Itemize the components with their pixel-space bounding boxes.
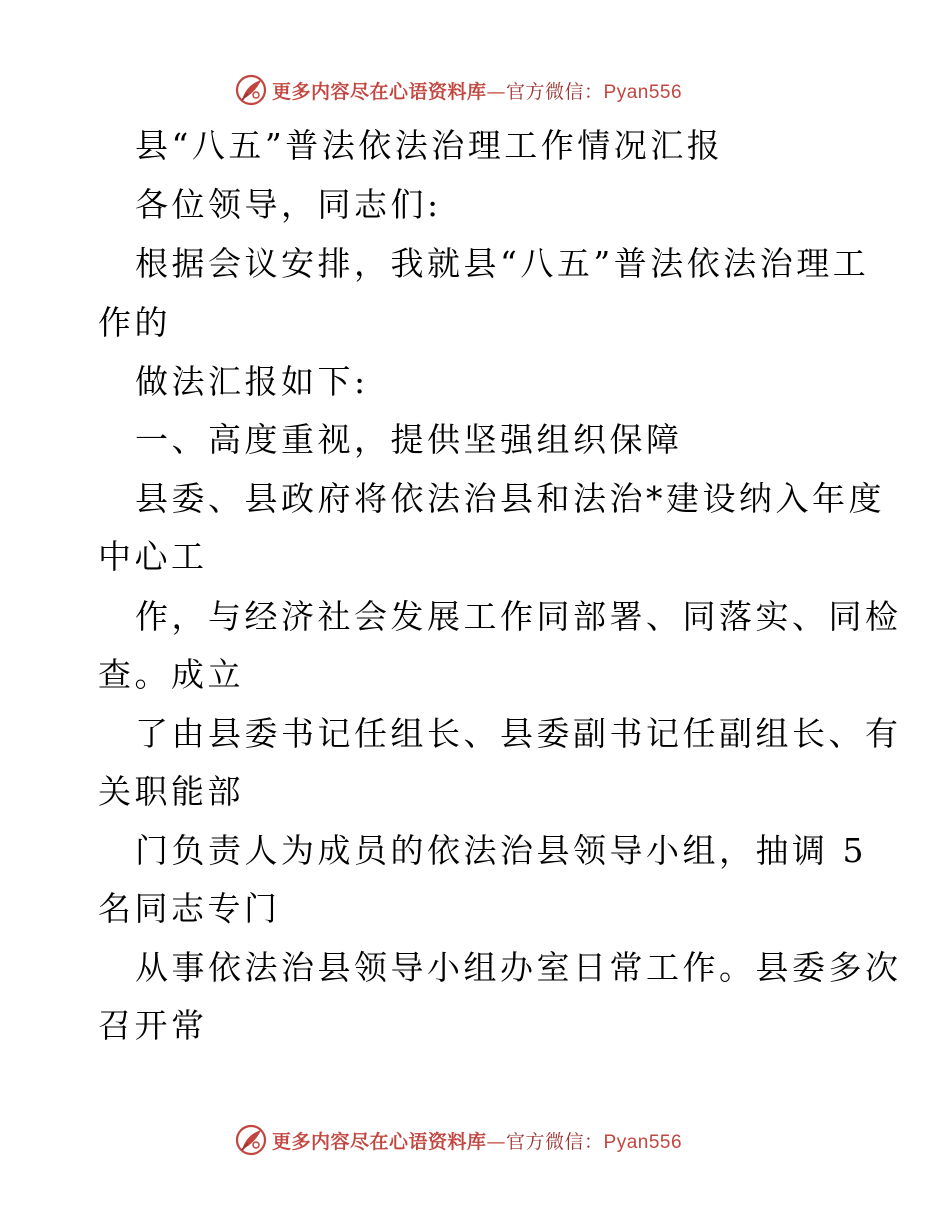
quill-pen-logo-icon <box>234 73 268 107</box>
paragraph-line: 从事依法治县领导小组办室日常工作。县委多次 <box>135 948 902 987</box>
paragraph-line: 关职能部 <box>98 772 244 811</box>
paragraph-line: 了由县委书记任组长、县委副书记任副组长、有 <box>135 714 902 753</box>
watermark-contact-label: 官方微信： <box>506 1130 604 1153</box>
footer-watermark <box>234 1122 754 1158</box>
section-heading: 一、高度重视，提供坚强组织保障 <box>135 420 683 459</box>
paragraph-line: 门负责人为成员的依法治县领导小组，抽调 5 <box>135 831 867 870</box>
paragraph-line: 县委、县政府将依法治县和法治*建设纳入年度 <box>135 479 885 518</box>
document-title: 县“八五”普法依法治理工作情况汇报 <box>135 126 724 165</box>
header-watermark <box>234 72 754 108</box>
paragraph-line: 做法汇报如下: <box>135 362 369 401</box>
paragraph-line: 查。成立 <box>98 655 244 694</box>
paragraph-line: 根据会议安排，我就县“八五”普法依法治理工 <box>135 244 870 283</box>
watermark-dash: — <box>486 80 507 103</box>
watermark-contact-id: Pyan556 <box>603 81 683 103</box>
watermark-dash: — <box>486 1130 507 1153</box>
paragraph-line: 中心工 <box>98 537 208 576</box>
watermark-title: 更多内容尽在心语资料库 <box>272 1130 487 1153</box>
watermark-contact-id: Pyan556 <box>603 1131 683 1153</box>
quill-pen-logo-icon <box>234 1123 268 1157</box>
watermark-title: 更多内容尽在心语资料库 <box>272 80 487 103</box>
paragraph-line: 召开常 <box>98 1006 208 1045</box>
salutation: 各位领导，同志们: <box>135 185 442 224</box>
paragraph-line: 名同志专门 <box>98 889 281 928</box>
paragraph-line: 作，与经济社会发展工作同部署、同落实、同检 <box>135 597 902 636</box>
paragraph-line: 作的 <box>98 303 171 342</box>
watermark-contact-label: 官方微信： <box>506 80 604 103</box>
